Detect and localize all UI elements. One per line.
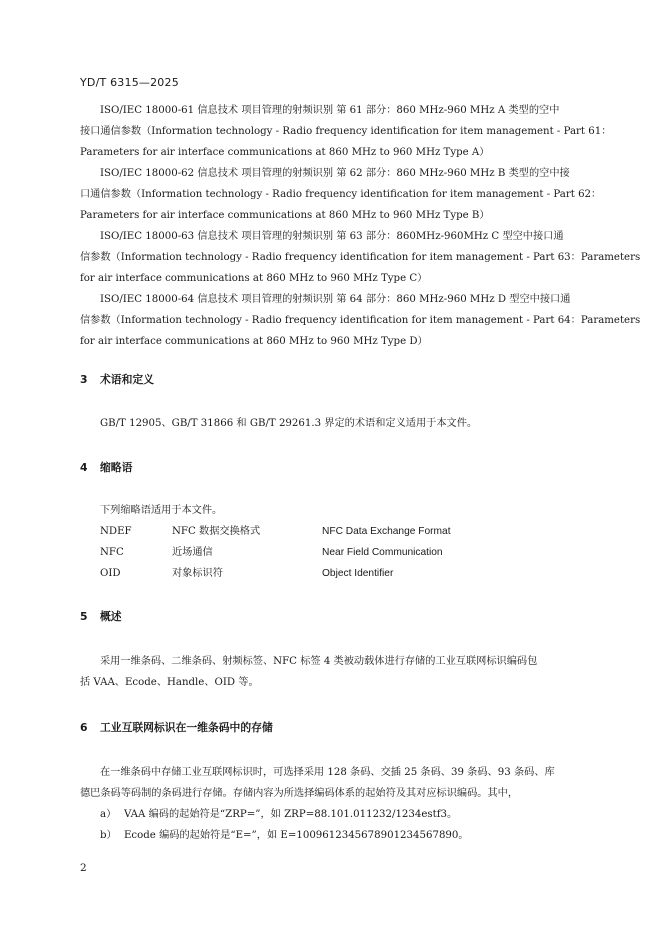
abbreviation: NFC — [100, 547, 124, 558]
reference-iso-18000-61 — [80, 100, 612, 163]
section-number: 6 — [80, 721, 88, 734]
text-line: 信参数（Information technology - Radio frequency identification for item management - Part 63：Parameters — [80, 252, 641, 263]
reference-iso-18000-62 — [80, 163, 602, 226]
section-6-body — [80, 762, 602, 804]
section-5-heading — [80, 609, 122, 624]
text-line: ISO/IEC 18000-61 信息技术 项目管理的射频识别 第 61 部分：860 MHz-960 MHz A 类型的空中 — [100, 105, 560, 116]
section-number: 4 — [80, 461, 88, 474]
text-line: for air interface communications at 860 MHz to 960 MHz Type D） — [80, 336, 428, 347]
text-line: 德巴条码等码制的条码进行存储。存储内容为所选择编码体系的起始符及其对应标识编码。其中， — [80, 788, 519, 799]
abbreviation-row — [100, 521, 500, 542]
section-title: 工业互联网标识在一维条码中的存储 — [100, 721, 273, 734]
text-line: 接口通信参数（Information technology - Radio frequency identification for item management - Part 61： — [80, 126, 612, 137]
abbreviation-chinese: 对象标识符 — [172, 568, 223, 579]
text-line: Parameters for air interface communications at 860 MHz to 960 MHz Type B） — [80, 210, 490, 221]
abbreviation-row — [100, 542, 500, 563]
section-3-body — [80, 413, 602, 434]
standard-code-header: YD/T 6315—2025 — [80, 76, 179, 89]
text-line: ISO/IEC 18000-62 信息技术 项目管理的射频识别 第 62 部分：860 MHz-960 MHz B 类型的空中接 — [100, 168, 570, 179]
abbreviation: OID — [100, 568, 121, 579]
text-line: ISO/IEC 18000-64 信息技术 项目管理的射频识别 第 64 部分：860 MHz-960 MHz D 型空中接口通 — [100, 294, 571, 305]
text-line: 括 VAA、Ecode、Handle、OID 等。 — [80, 677, 259, 688]
text-line: 信参数（Information technology - Radio frequency identification for item management - Part 64：Parameters — [80, 315, 641, 326]
list-item-text: Ecode 编码的起始符是“E=”，如 E=1009612345678901234567890。 — [124, 830, 469, 841]
list-marker: b） — [100, 830, 117, 841]
abbreviation-english: NFC Data Exchange Format — [322, 526, 451, 537]
abbreviation-list — [100, 521, 500, 584]
abbreviation-chinese: NFC 数据交换格式 — [172, 526, 261, 537]
section-3-heading — [80, 372, 154, 387]
section-4-intro — [80, 500, 602, 521]
reference-iso-18000-63 — [80, 226, 641, 289]
text-line: ISO/IEC 18000-63 信息技术 项目管理的射频识别 第 63 部分：860MHz-960MHz C 型空中接口通 — [100, 231, 564, 242]
abbreviation-english: Near Field Communication — [322, 547, 443, 558]
text-line: 下列缩略语适用于本文件。 — [100, 505, 223, 516]
abbreviation-row — [100, 563, 500, 584]
section-number: 3 — [80, 373, 88, 386]
section-5-body — [80, 651, 602, 693]
text-line: GB/T 12905、GB/T 31866 和 GB/T 29261.3 界定的术语和定义适用于本文件。 — [100, 418, 478, 429]
text-line: 在一维条码中存储工业互联网标识时，可选择采用 128 条码、交插 25 条码、39 条码、93 条码、库 — [100, 767, 555, 778]
text-line: for air interface communications at 860 MHz to 960 MHz Type C） — [80, 273, 428, 284]
section-number: 5 — [80, 610, 88, 623]
section-title: 缩略语 — [100, 461, 133, 474]
section-4-heading — [80, 460, 132, 475]
list-item — [100, 804, 469, 825]
abbreviation: NDEF — [100, 526, 132, 537]
reference-iso-18000-64 — [80, 289, 641, 352]
list-marker: a） — [100, 809, 117, 820]
abbreviation-chinese: 近场通信 — [172, 547, 213, 558]
text-line: 采用一维条码、二维条码、射频标签、NFC 标签 4 类被动载体进行存储的工业互联网标识编码包 — [100, 656, 538, 667]
section-title: 术语和定义 — [100, 373, 154, 386]
start-symbol-list — [100, 804, 469, 846]
page-number: 2 — [80, 862, 87, 874]
text-line: 口通信参数（Information technology - Radio frequency identification for item management - Part 62： — [80, 189, 602, 200]
list-item-text: VAA 编码的起始符是“ZRP=”，如 ZRP=88.101.011232/1234estf3。 — [124, 809, 458, 820]
abbreviation-english: Object Identifier — [322, 568, 394, 579]
section-title: 概述 — [100, 610, 122, 623]
section-6-heading — [80, 720, 273, 735]
text-line: Parameters for air interface communications at 860 MHz to 960 MHz Type A） — [80, 147, 490, 158]
list-item — [100, 825, 469, 846]
